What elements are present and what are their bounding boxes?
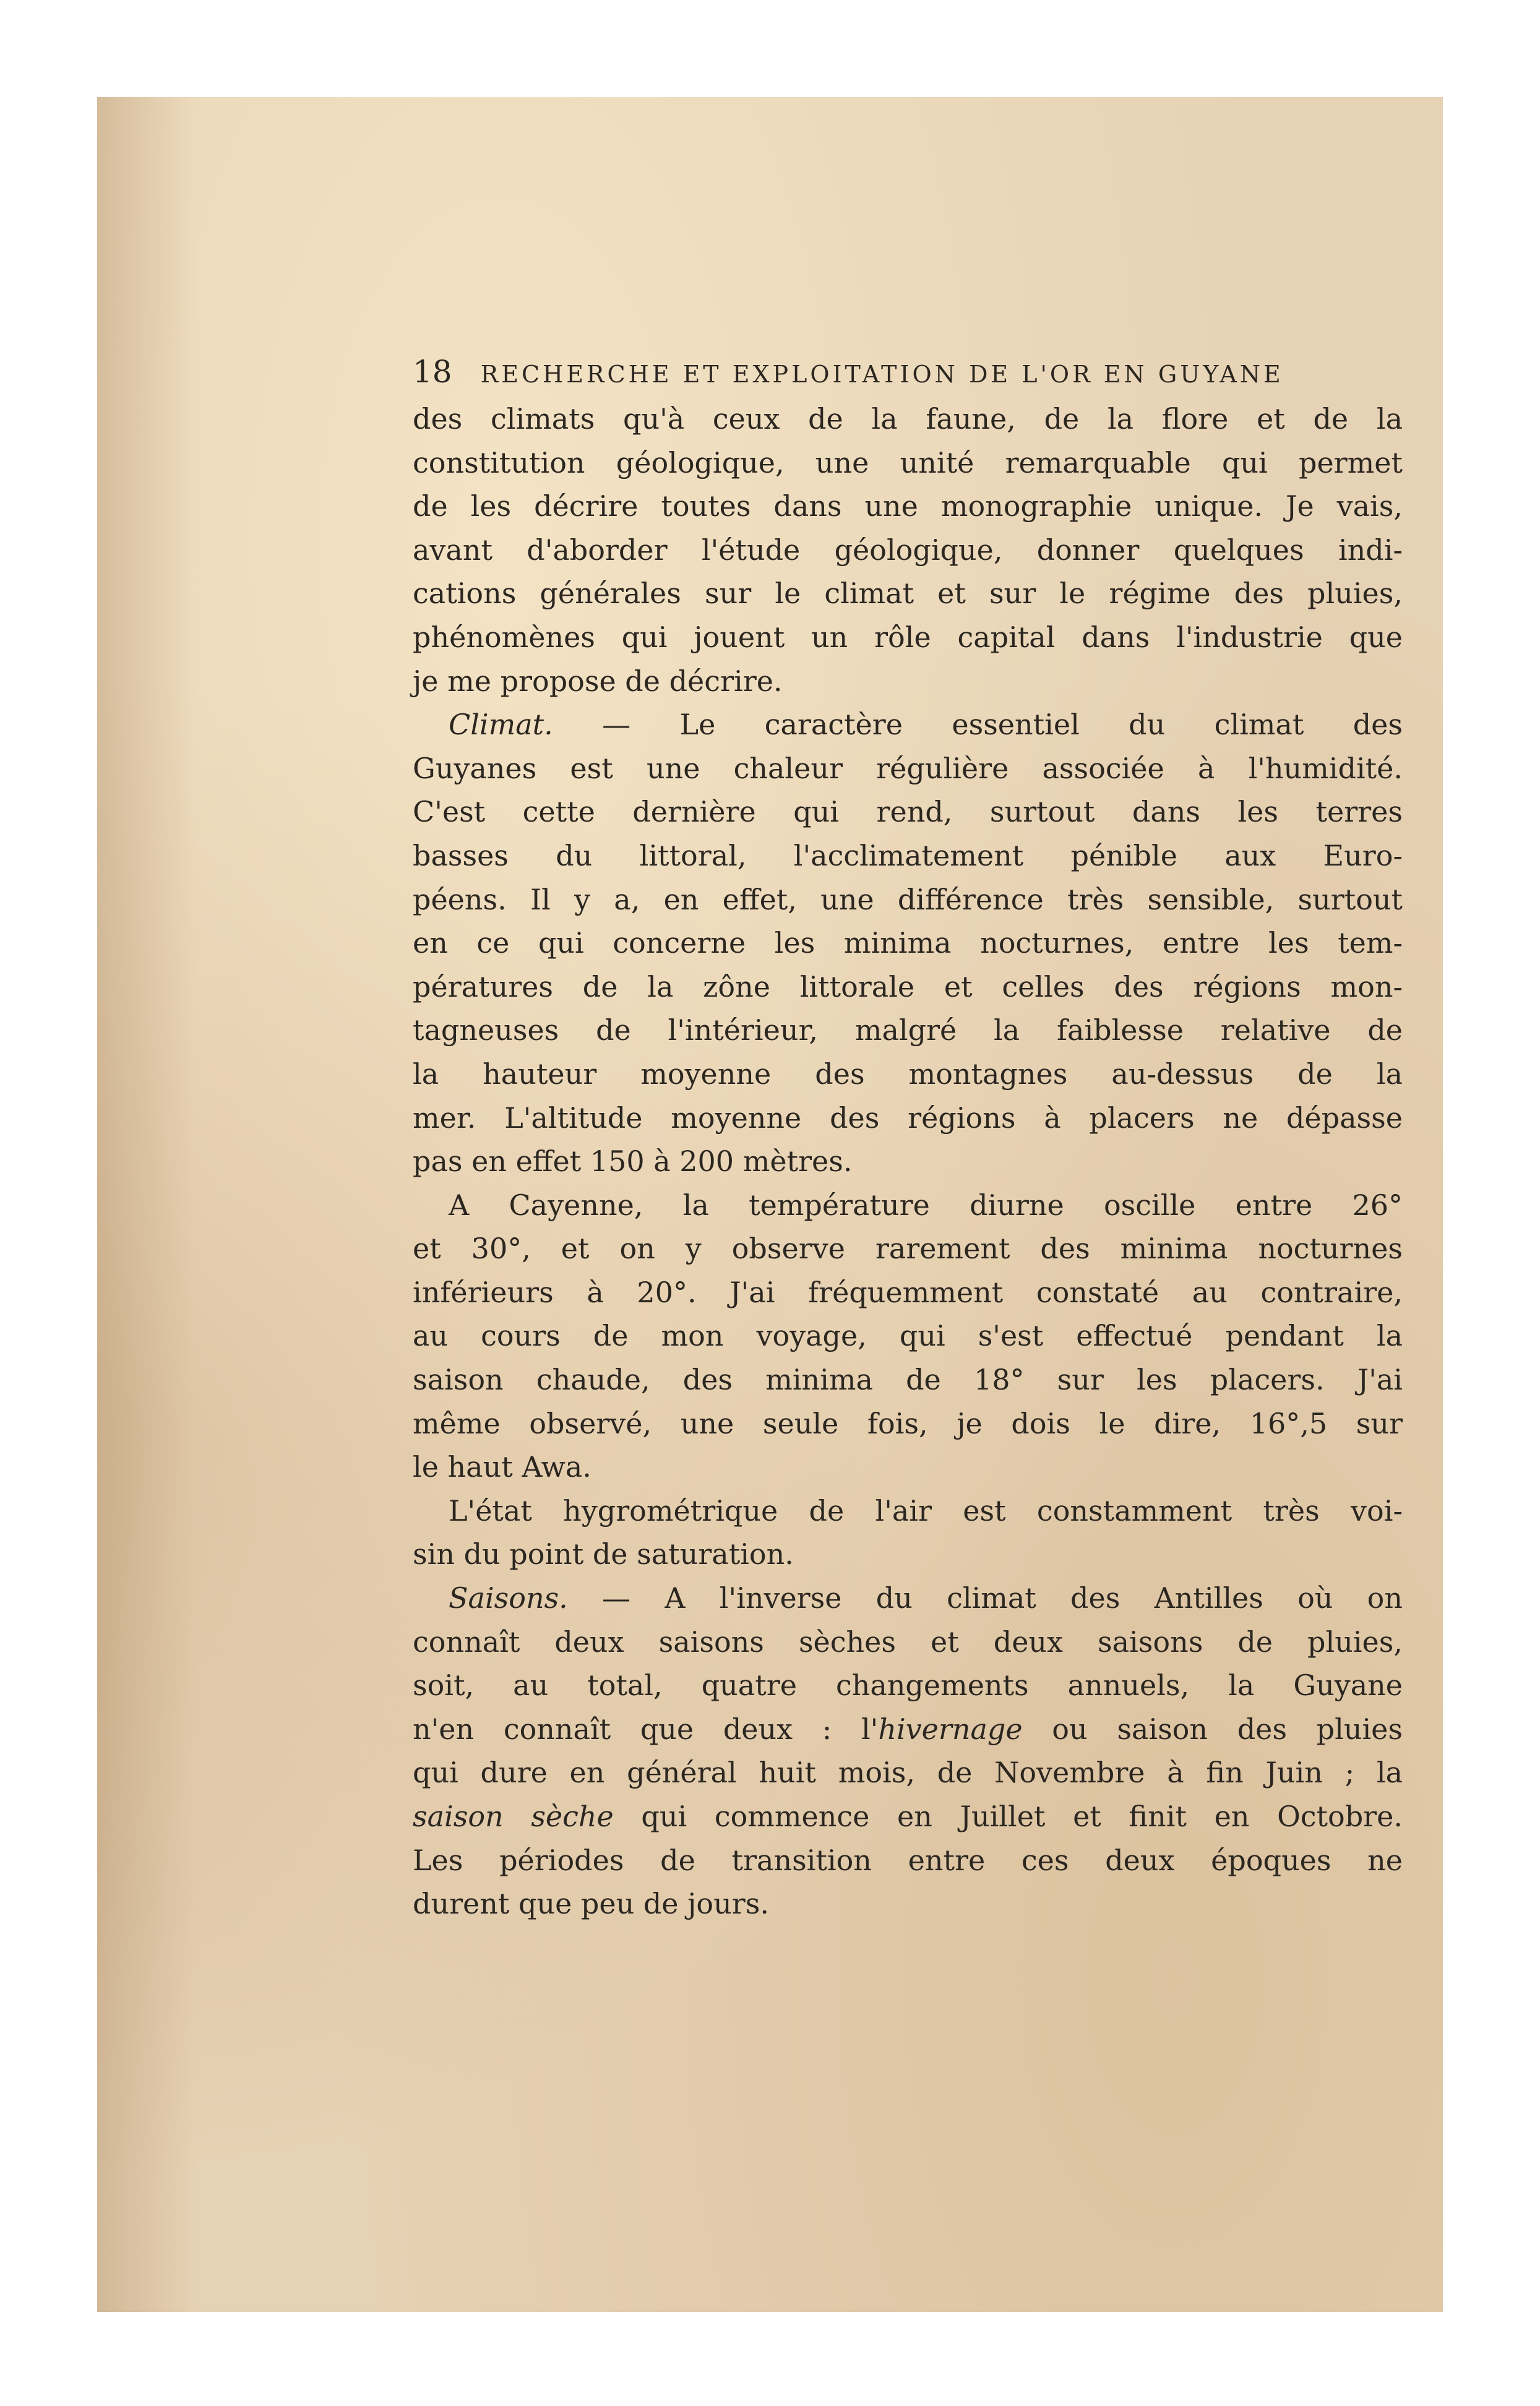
section-heading-saisons: Saisons. xyxy=(449,1581,568,1615)
text-line: connaît deux saisons sèches et deux saisons de pluies, xyxy=(413,1625,1403,1659)
text-run: ou saison des pluies xyxy=(1022,1712,1403,1746)
text-line: tagneuses de l'intérieur, malgré la faiblesse relative de xyxy=(413,1013,1403,1047)
paragraph-saisons xyxy=(413,1576,1403,1926)
text-line: je me propose de décrire. xyxy=(413,664,783,698)
text-line xyxy=(413,1795,1403,1839)
text-line: soit, au total, quatre changements annuels, la Guyane xyxy=(413,1669,1403,1703)
text-line: basses du littoral, l'acclimatement pénible aux Euro- xyxy=(413,838,1403,872)
text-line: et 30°, et on y observe rarement des minima nocturnes xyxy=(413,1232,1403,1266)
text-line: en ce qui concerne les minima nocturnes, entre les tem- xyxy=(413,926,1403,960)
running-title: RECHERCHE ET EXPLOITATION DE L'OR EN GUYANE xyxy=(480,361,1284,388)
text-line: la hauteur moyenne des montagnes au-dessus de la xyxy=(413,1057,1403,1091)
paragraph-hygrometrie xyxy=(413,1489,1403,1576)
text-run: n'en connaît que deux : l' xyxy=(413,1712,879,1746)
text-line: pas en effet 150 à 200 mètres. xyxy=(413,1145,853,1179)
text-line: au cours de mon voyage, qui s'est effectué pendant la xyxy=(413,1319,1403,1353)
text-line: le haut Awa. xyxy=(413,1450,591,1484)
text-line: qui dure en général huit mois, de Novembre à fin Juin ; la xyxy=(413,1756,1403,1790)
text-line: A Cayenne, la température diurne oscille entre 26° xyxy=(449,1188,1403,1222)
text-line: constitution géologique, une unité remarquable qui permet xyxy=(413,445,1403,479)
paragraph-climat xyxy=(413,703,1403,1184)
text-line: sin du point de saturation. xyxy=(413,1537,794,1571)
paragraph-cayenne xyxy=(413,1184,1403,1489)
text-block xyxy=(413,354,1403,1926)
text-line: saison chaude, des minima de 18° sur les placers. J'ai xyxy=(413,1363,1403,1397)
text-line xyxy=(413,703,1403,747)
page-edge-shadow xyxy=(97,97,196,2312)
text-line xyxy=(413,1708,1403,1751)
text-line: inférieurs à 20°. J'ai fréquemment constaté au contraire, xyxy=(413,1275,1403,1309)
text-line: mer. L'altitude moyenne des régions à placers ne dépasse xyxy=(413,1101,1403,1135)
scanned-page xyxy=(97,97,1443,2312)
text-run: qui commence en Juillet et finit en Octobre. xyxy=(613,1800,1403,1833)
text-line: durent que peu de jours. xyxy=(413,1887,769,1921)
term-hivernage: hivernage xyxy=(878,1712,1023,1746)
text-line: pératures de la zône littorale et celles des régions mon- xyxy=(413,969,1403,1003)
text-line: C'est cette dernière qui rend, surtout dans les terres xyxy=(413,795,1403,829)
paragraph-intro xyxy=(413,397,1403,703)
text-line: péens. Il y a, en effet, une différence très sensible, surtout xyxy=(413,882,1403,916)
text-line xyxy=(413,1576,1403,1620)
text-run: — Le caractère essentiel du climat des xyxy=(553,708,1403,742)
text-line: Guyanes est une chaleur régulière associée à l'humidité. xyxy=(413,751,1403,785)
section-heading-climat: Climat. xyxy=(449,708,553,742)
text-line: même observé, une seule fois, je dois le dire, 16°,5 sur xyxy=(413,1406,1403,1440)
term-saison-seche: saison sèche xyxy=(413,1800,614,1833)
text-line: de les décrire toutes dans une monographie unique. Je vais, xyxy=(413,489,1403,523)
page-number: 18 xyxy=(413,354,452,390)
text-line: des climats qu'à ceux de la faune, de la flore et de la xyxy=(413,402,1403,436)
text-line: Les périodes de transition entre ces deux époques ne xyxy=(413,1843,1403,1877)
text-line: phénomènes qui jouent un rôle capital dans l'industrie que xyxy=(413,620,1403,654)
text-line: L'état hygrométrique de l'air est constamment très voi- xyxy=(449,1493,1403,1527)
text-line: avant d'aborder l'étude géologique, donner quelques indi- xyxy=(413,533,1403,567)
text-line: cations générales sur le climat et sur le régime des pluies, xyxy=(413,577,1403,611)
text-run: — A l'inverse du climat des Antilles où on xyxy=(567,1581,1403,1615)
running-head xyxy=(413,354,1403,390)
